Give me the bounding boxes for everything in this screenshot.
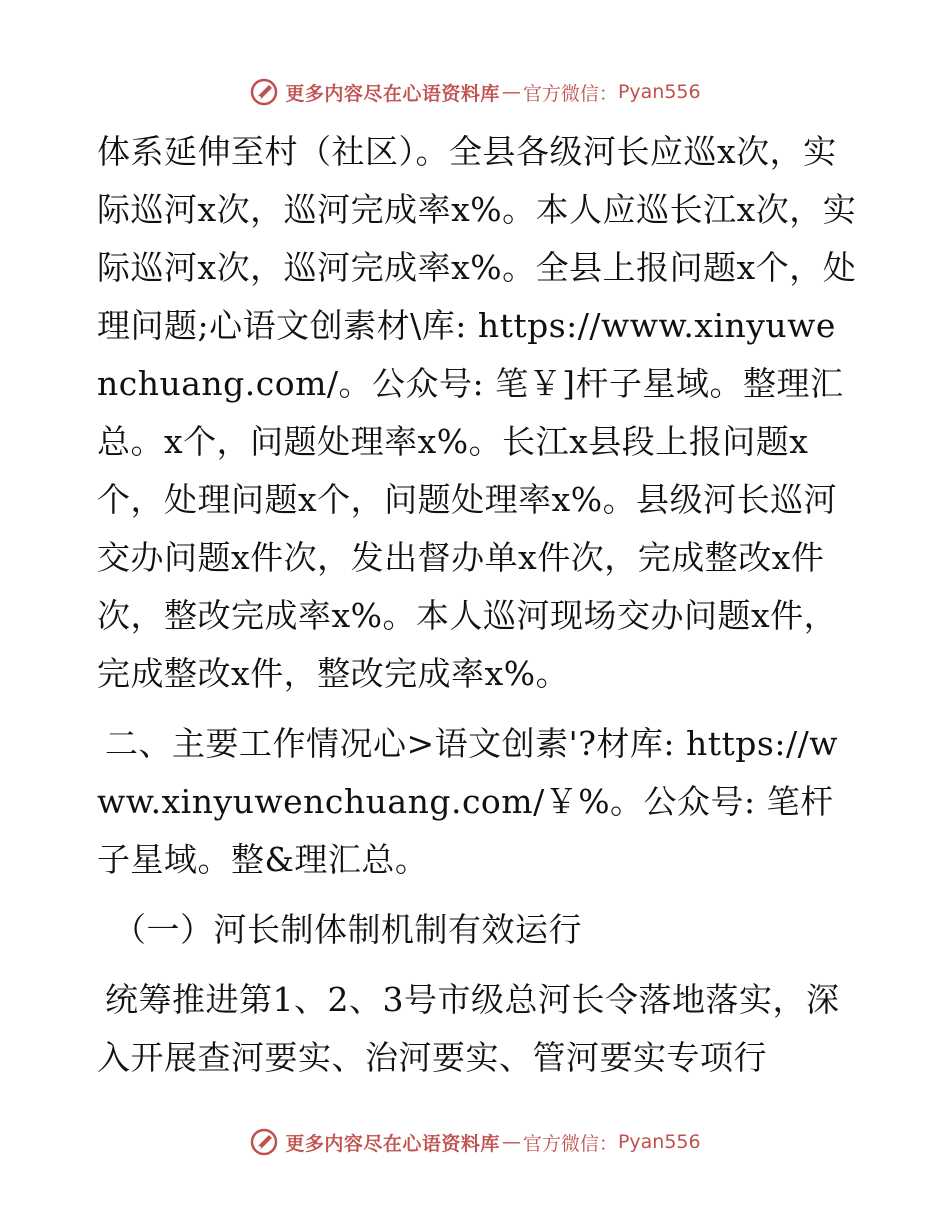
footer-banner bbox=[0, 1122, 950, 1162]
subsection-heading-1: （一）河长制体制机制有效运行 bbox=[113, 910, 582, 949]
brand-logo-icon bbox=[249, 1127, 279, 1157]
banner-separator: — bbox=[501, 1131, 521, 1153]
paragraph-2: 统筹推进第1、2、3号市级总河长令落地落实，深入开展查河要实、治河要实、管河要实专项行 bbox=[97, 980, 840, 1077]
banner-wechat-label: 官方微信： bbox=[522, 1132, 618, 1155]
brand-logo-icon bbox=[249, 77, 279, 107]
section-heading-2: 二、主要工作情况心>语文创素'?材库: https://www.xinyuwenchuang.com/￥%。公众号: 笔杆子星域。整&理汇总。 bbox=[97, 724, 838, 879]
document-body bbox=[97, 123, 857, 1087]
banner-wechat-id: Pyan556 bbox=[617, 1131, 701, 1153]
banner-slogan: 更多内容尽在心语资料库 bbox=[285, 1132, 500, 1155]
banner-slogan: 更多内容尽在心语资料库 bbox=[285, 82, 500, 105]
banner-wechat-label: 官方微信： bbox=[522, 82, 618, 105]
paragraph-1: 体系延伸至村（社区）。全县各级河长应巡x次，实际巡河x次，巡河完成率x%。本人应巡长江x次，实际巡河x次，巡河完成率x%。全县上报问题x个，处理问题;心语文创素材\库: https://www.xinyuwenchuang.com/。公众号: 笔￥]杆子星域。整理汇总。x个，问题处理率x%。长江x县段上报问题x个，处理问题x个，问题处理率x%。县级河长巡河交办问题x件次，发出督办单x件次，完成整改x件次，整改完成率x%。本人巡河现场交办问题x件，完成整改x件，整改完成率x%。 bbox=[97, 132, 857, 693]
banner-separator: — bbox=[501, 81, 521, 103]
banner-wechat-id: Pyan556 bbox=[617, 81, 701, 103]
header-banner bbox=[0, 72, 950, 112]
